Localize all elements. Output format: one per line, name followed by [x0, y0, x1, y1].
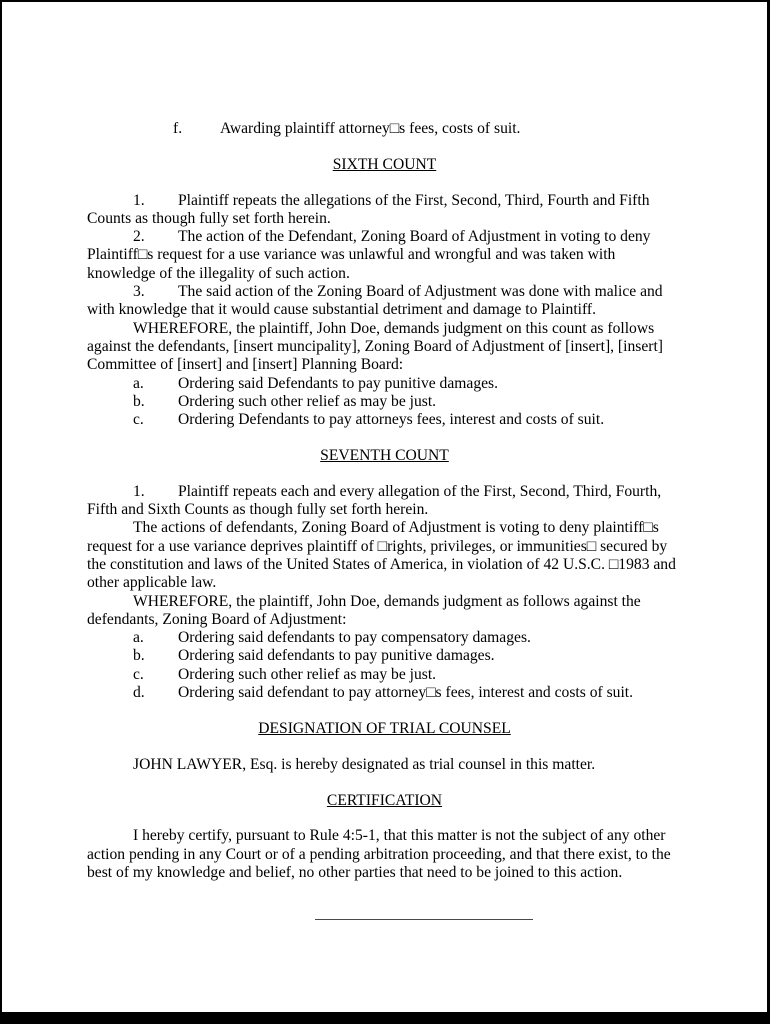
item-marker: f.	[173, 120, 183, 137]
paragraph-text: Plaintiff repeats each and every allegation of the First, Second, Third, Fourth, Fifth and Sixth Counts as though fully set forth herein.	[87, 482, 662, 519]
item-text: Ordering said defendants to pay punitive damages.	[178, 647, 495, 665]
item-text: Ordering said defendants to pay compensatory damages.	[178, 629, 531, 647]
paragraph-sixth-3	[87, 283, 682, 320]
paragraph-sixth-wherefore: WHEREFORE, the plaintiff, John Doe, demands judgment on this count as follows against the defendants, [insert muncipality], Zoning Board of Adjustment of [insert], [insert] Committee of [insert] and [insert] Planning Board:	[87, 319, 663, 374]
list-item-seventh-d	[87, 684, 682, 702]
item-text: Ordering said defendant to pay attorney□s fees, interest and costs of suit.	[178, 684, 634, 702]
item-marker: b.	[133, 647, 145, 665]
signature-line	[315, 919, 533, 920]
paragraph-seventh-1	[87, 483, 682, 520]
paragraph-number: 1.	[133, 191, 145, 209]
list-item-sixth-a	[87, 375, 682, 393]
list-item-seventh-b	[87, 647, 682, 665]
item-marker: b.	[133, 392, 145, 410]
item-marker: c.	[133, 665, 144, 683]
item-marker: a.	[133, 374, 144, 392]
paragraph-text: The said action of the Zoning Board of Adjustment was done with malice and with knowledge that it would cause substantial detriment and damage to Plaintiff.	[87, 283, 663, 319]
heading-seventh-count	[87, 447, 682, 465]
list-item-f	[87, 120, 682, 138]
paragraph-number: 3.	[133, 283, 145, 301]
list-item-sixth-c	[87, 411, 682, 429]
item-text: Ordering said Defendants to pay punitive damages.	[178, 374, 499, 392]
paragraph-designation: JOHN LAWYER, Esq. is hereby designated as trial counsel in this matter.	[133, 755, 596, 773]
item-text: Ordering such other relief as may be just.	[178, 392, 437, 410]
list-item-seventh-c	[87, 666, 682, 684]
paragraph-sixth-1	[87, 192, 682, 229]
item-marker: c.	[133, 411, 144, 429]
heading-text: SIXTH COUNT	[332, 156, 437, 174]
paragraph-seventh-2: The actions of defendants, Zoning Board of Adjustment is voting to deny plaintiff□s request for a use variance deprives plaintiff of □rights, privileges, or immunities□ secured by the constitution and laws of the United States of America, in violation of 42 U.S.C. □1983 and other applicable law.	[87, 519, 676, 592]
paragraph-certification: I hereby certify, pursuant to Rule 4:5-1, that this matter is not the subject of any other action pending in any Court or of a pending arbitration proceeding, and that there exist, to the best of my knowledge and belief, no other parties that need to be joined to this action.	[87, 827, 671, 881]
heading-sixth-count	[87, 156, 682, 174]
list-item-sixth-b	[87, 393, 682, 411]
list-item-seventh-a	[87, 629, 682, 647]
paragraph-sixth-2	[87, 228, 682, 283]
item-marker: a.	[133, 629, 144, 647]
item-text: Ordering such other relief as may be just.	[178, 665, 437, 683]
heading-text: CERTIFICATION	[326, 791, 443, 809]
heading-designation-of-trial-counsel	[87, 720, 682, 738]
heading-certification	[87, 792, 682, 810]
item-text: Awarding plaintiff attorney□s fees, costs of suit.	[220, 120, 521, 137]
paragraph-text: The action of the Defendant, Zoning Board of Adjustment in voting to deny Plaintiff□s request for a use variance was unlawful and wrongful and was taken with knowledge of the illegality of such action.	[87, 228, 651, 282]
paragraph-number: 2.	[133, 228, 145, 246]
item-text: Ordering Defendants to pay attorneys fees, interest and costs of suit.	[178, 411, 605, 429]
item-marker: d.	[133, 684, 145, 702]
heading-text: SEVENTH COUNT	[320, 447, 449, 465]
heading-text: DESIGNATION OF TRIAL COUNSEL	[258, 720, 511, 738]
paragraph-number: 1.	[133, 482, 145, 500]
paragraph-text: Plaintiff repeats the allegations of the First, Second, Third, Fourth and Fifth Counts as though fully set forth herein.	[87, 191, 650, 227]
paragraph-seventh-wherefore: WHEREFORE, the plaintiff, John Doe, demands judgment as follows against the defendants, Zoning Board of Adjustment:	[87, 592, 641, 628]
